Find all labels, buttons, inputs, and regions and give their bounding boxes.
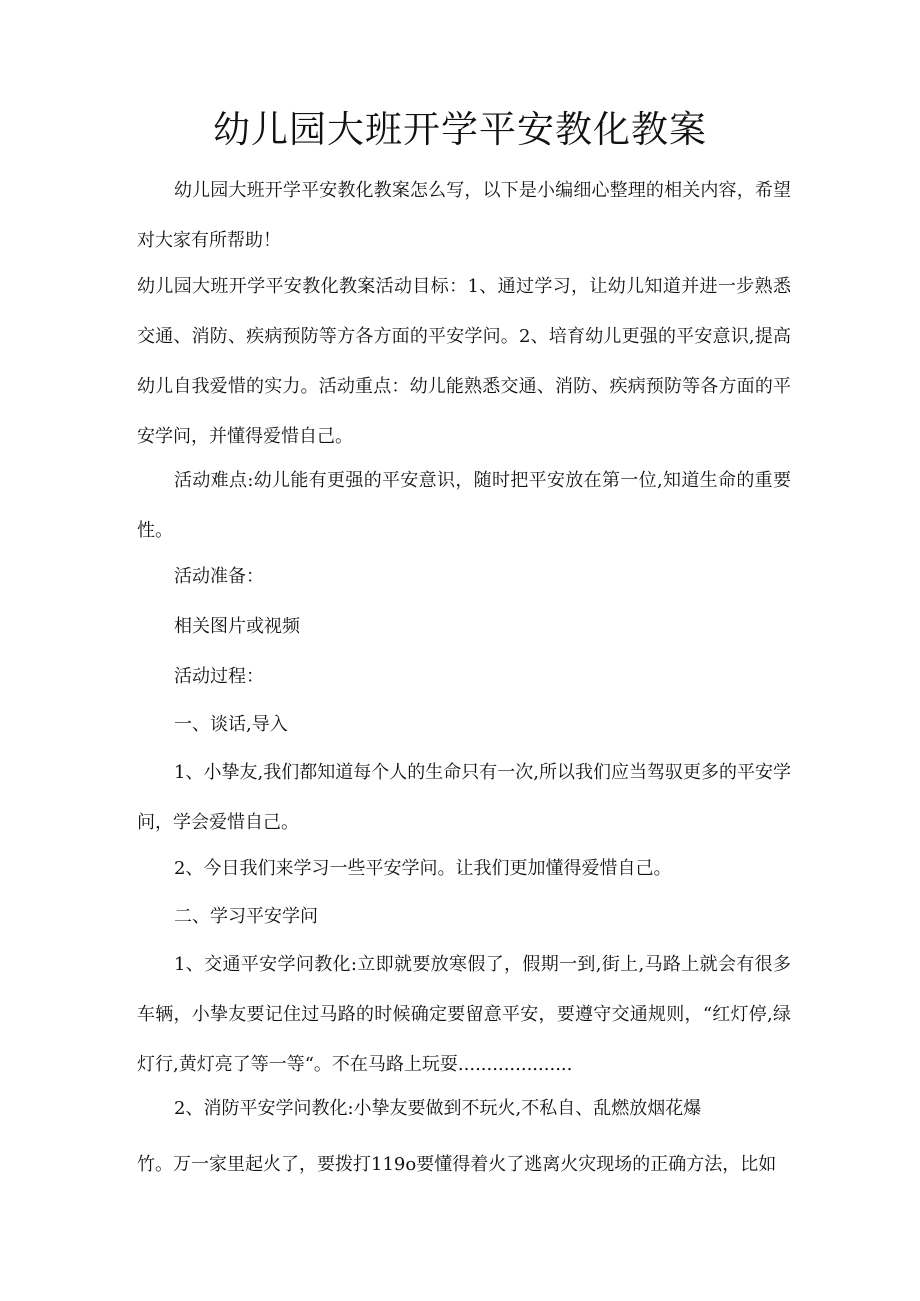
- paragraph-preparation-heading: 活动准备：: [174, 566, 264, 587]
- paragraph-process-heading: 活动过程：: [174, 666, 264, 687]
- paragraph-goals: 幼儿园大班开学平安教化教案活动目标：1、通过学习，让幼儿知道并进一步熟悉交通、消防、疾病预防等方各方面的平安学问。2、培育幼儿更强的平安意识,提高幼儿自我爱惜的实力。活动重点：幼儿能熟悉交通、消防、疾病预防等各方面的平安学问，并懂得爱惜自己。: [137, 276, 791, 447]
- document-title: 幼儿园大班开学平安教化教案: [213, 108, 707, 151]
- paragraph-preparation-materials: 相关图片或视频: [174, 616, 300, 637]
- section-heading-safety-knowledge: 二、学习平安学问: [174, 906, 318, 927]
- section-heading-intro: 一、谈话,导入: [174, 714, 288, 735]
- paragraph-fire-safety: 2、消防平安学问教化:小挚友要做到不玩火,不私自、乱燃放烟花爆: [174, 1098, 702, 1119]
- paragraph-traffic-safety: 1、交通平安学问教化:立即就要放寒假了，假期一到,街上,马路上就会有很多车辆，小挚友要记住过马路的时候确定要留意平安，要遵守交通规则，“红灯停,绿灯行,黄灯亮了等一等“。不在马路上玩耍....................: [137, 954, 791, 1075]
- paragraph-difficulty: 活动难点:幼儿能有更强的平安意识，随时把平安放在第一位,知道生命的重要性。: [137, 470, 791, 541]
- paragraph-fire-safety-continued: 竹。万一家里起火了，要拨打119o要懂得着火了逃离火灾现场的正确方法，比如: [137, 1154, 777, 1175]
- paragraph-intro: 幼儿园大班开学平安教化教案怎么写，以下是小编细心整理的相关内容，希望对大家有所帮助！: [137, 180, 791, 251]
- paragraph-step-1: 1、小挚友,我们都知道每个人的生命只有一次,所以我们应当驾驭更多的平安学问，学会爱惜自己。: [137, 762, 791, 833]
- paragraph-step-2: 2、今日我们来学习一些平安学问。让我们更加懂得爱惜自己。: [174, 858, 672, 879]
